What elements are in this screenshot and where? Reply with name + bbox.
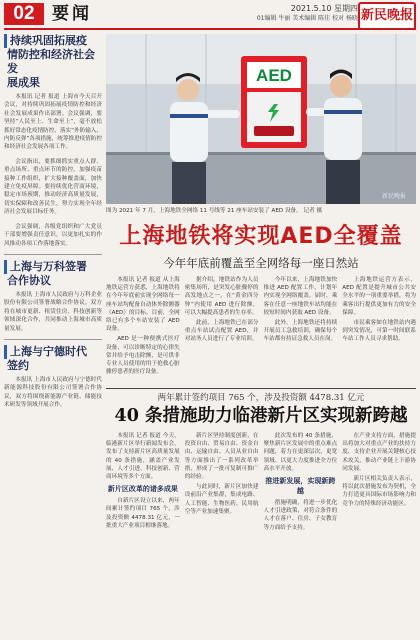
- svg-text:新民晚报: 新民晚报: [381, 193, 406, 200]
- lead-headline: 上海地铁将实现AED全覆盖: [119, 224, 403, 249]
- article-title-line: 合作协议: [7, 273, 51, 287]
- text-column: [264, 432, 338, 636]
- article-paragraph: 在产业支持方面，措施提出将加大对重点产业的扶持力度，支持企业开展关键核心技术攻关，推动产业链上下游协同发展。: [342, 433, 416, 472]
- aed-station-illustration: [106, 34, 416, 204]
- article-title-line: 上海与宁德时代: [4, 345, 102, 359]
- header-meta: [257, 4, 358, 23]
- section-subheading: 推进新发展，实现新跨越: [265, 477, 336, 496]
- worker-shirt: [324, 98, 362, 160]
- photo-caption: 图为 2021 年 7 月，上海地铁全网络 11 号线等 21 座车站安装了 AED 设备。 记者 摄: [106, 208, 323, 214]
- article-paragraph: 此次发布的 40 条措施，聚焦新片区发展中的重点难点问题，着力在更深层次、更宽领域、以更大力度推进全方位高水平开放。: [263, 433, 338, 472]
- article-epidemic-control: [4, 34, 102, 248]
- text-column: [342, 432, 416, 636]
- article-paragraph: 新片区坚持制度创新，在投资自由、贸易自由、资金自由、运输自由、人员从业自由等方面推出了一系列改革举措，形成了一批可复制可推广的经验。: [184, 433, 259, 481]
- article-paragraph: 与此同时，新片区加快建设前沿产业集群，集成电路、人工智能、生物医药、民用航空等产业加速集聚。: [184, 484, 259, 515]
- article-paragraph: 本报讯 上海市人民政府与万科企业股份有限公司签署战略合作协议。双方将在城市更新、租赁住房、科技创新等领域深化合作，共同推动上海城市高质量发展。: [4, 291, 102, 332]
- article-paragraph: 本报讯 上海市人民政府与宁德时代新能源科技股份有限公司签署合作协议，双方将围绕新能源产业链、储能技术研发等领域开展合作。: [4, 376, 102, 409]
- lead-subheadline: 今年年底前覆盖至全网络每一座日然站: [163, 256, 359, 270]
- left-column: [4, 34, 102, 636]
- text-column: [106, 276, 180, 386]
- newspaper-logo: 新民晚报: [358, 2, 416, 30]
- second-headline: 40 条措施助力临港新片区实现新跨越: [114, 406, 408, 426]
- article-paragraph: 会议强调，各级党组织和广大党员干部要增强责任意识，以更加扎实的作风推动各项工作落地落实。: [4, 223, 102, 247]
- article-paragraph: 此前，上海地铁已在部分重点车站试点配置 AED，并对站务人员进行了专业培训。: [184, 320, 259, 343]
- article-paragraph: 今年以来，上海地铁加快推进 AED 配置工作，计划年内实现全网络覆盖。届时，乘客在任意一座地铁车站均能在较短时间内获取 AED 设备。: [263, 277, 338, 316]
- text-column: [185, 276, 259, 386]
- article-title-line: 展成果: [7, 76, 40, 89]
- second-story-body: [106, 432, 416, 636]
- article-paragraph: 会议指出，要抓细抓实重点人群、重点场所、重点环节的防控，加强疫苗接种工作组织，扩大接种覆盖面，加快建立免疫屏障。要持续优化营商环境，稳定市场预期，推动经济高质量发展，切实保障和改善民生，努力实现全年经济社会发展目标任务。: [4, 158, 102, 216]
- section-title: 要闻: [52, 4, 92, 24]
- lead-story-body: [106, 276, 416, 386]
- worker-head: [177, 79, 199, 101]
- story-divider: [106, 388, 416, 389]
- article-title-line: 持续巩固拓展疫: [4, 34, 102, 48]
- aed-sign-text: AED: [256, 66, 292, 85]
- article-paragraph: 市民乘客如在地铁站内遇到突发情况，可第一时间联系车站工作人员寻求帮助。: [342, 320, 416, 343]
- page-number: 02: [4, 3, 44, 25]
- article-paragraph: 上海地铁运营方表示，AED 配置是提升城市公共安全水平的一项重要举措，将为乘客出行提供更加有力的安全保障。: [342, 277, 416, 316]
- issue-date: 2021.5.10 星期四: [290, 4, 358, 13]
- article-paragraph: 自新片区设立以来，两年间累计签约项目 765 个，涉及投资额 4478.31 亿元，一批重大产业项目相继落地。: [106, 498, 180, 529]
- column-divider: [4, 339, 102, 340]
- article-paragraph: 此外，上海地铁还将持续开展员工急救培训，确保每个车站都有持证急救人员在岗。: [263, 320, 338, 343]
- news-photo: [106, 34, 416, 204]
- header-divider: [4, 28, 416, 30]
- article-paragraph: 本报讯 记者 报道 今天，临港新片区举行新闻发布会，发布了支持新片区高质量发展的 40 条措施，涵盖产业发展、人才引进、科技创新、营商环境等多个方面。: [106, 433, 180, 481]
- text-column: [264, 276, 338, 386]
- second-kicker: 两年累计签约项目 765 个，涉及投资额 4478.31 亿元: [157, 393, 365, 403]
- worker-head: [330, 75, 352, 97]
- article-paragraph: 措施明确，将进一步优化人才引进政策，对符合条件的人才在落户、住房、子女教育等方面给予支持。: [263, 500, 338, 531]
- article-title-line: 上海与万科签署: [4, 260, 102, 274]
- article-title-line: 情防控和经济社会发: [7, 48, 95, 75]
- article-paragraph: 本报讯 记者 报道 从上海地铁运营方获悉，上海地铁将在今年年底前实现全网络每一座车站均配备自动体外除颤器（AED）的目标。目前，全网络已有多个车站安装了 AED 设备。: [106, 277, 180, 333]
- article-vanke-agreement: [4, 260, 102, 333]
- article-title-line: 签约: [7, 358, 29, 372]
- text-column: [342, 276, 416, 386]
- page-header: [0, 0, 420, 30]
- column-divider: [4, 254, 102, 255]
- editor-credits: 01编辑 牛丽 美术编辑 陈佳 校对 杨晓: [256, 15, 358, 22]
- article-paragraph: 据介绍，地铁站作为人员密集场所，是突发心脏骤停的高发地点之一。在“黄金四分钟”内使用 AED 进行除颤，可以大幅提高患者的生存率。: [184, 277, 259, 316]
- article-paragraph: 本报讯 记者 报道 上海市今天召开会议，对持续巩固拓展疫情防控和经济社会发展成果作出部署。会议强调，要坚持“人民至上、生命至上”，毫不放松抓好常态化疫情防控，落实“外防输入、内防反弹”各项措施，统筹推进疫情防控和经济社会发展各项工作。: [4, 94, 102, 151]
- article-paragraph: AED 是一种便携式医疗设备，可以诊断特定的心律失常并给予电击除颤，是可供非专业人员使用的用于抢救心脏骤停患者的医疗设备。: [106, 336, 180, 376]
- text-column: [106, 432, 180, 636]
- section-subheading: 新片区改革的诸多成果: [107, 485, 178, 494]
- article-catl-agreement: [4, 345, 102, 410]
- article-paragraph: 新片区相关负责人表示，将以此次措施发布为契机，全力打造更具国际市场影响力和竞争力的特殊经济功能区。: [342, 476, 416, 507]
- text-column: [185, 432, 259, 636]
